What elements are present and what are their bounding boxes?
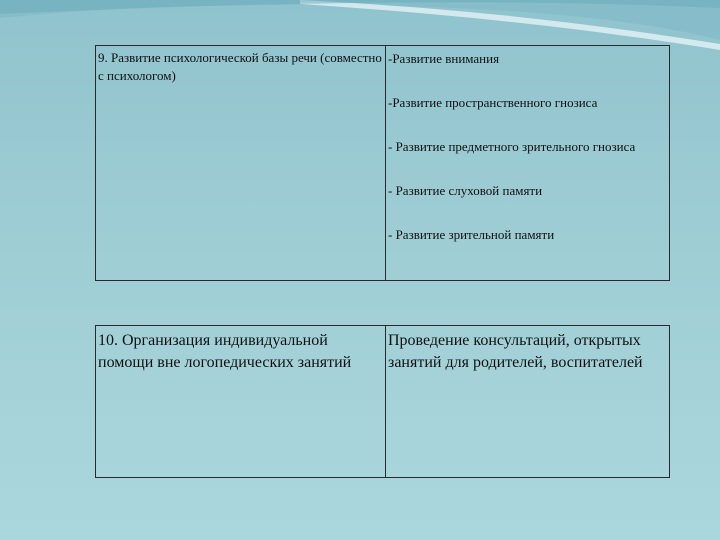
list-item: -Развитие пространственного гнозиса (388, 95, 598, 110)
cell-text: 10. Организация индивидуальной помощи вне логопедических занятий (98, 332, 352, 371)
table-individual-help (95, 325, 670, 478)
list-item: - Развитие зрительной памяти (388, 227, 555, 242)
table-row (96, 46, 670, 281)
table-psychological-base (95, 45, 670, 281)
cell-text: 9. Развитие психологической базы речи (совместно с психологом) (98, 50, 382, 83)
cell-text: Проведение консультаций, открытых занятий для родителей, воспитателей (388, 332, 643, 371)
item-list (386, 50, 669, 244)
table-cell-left (96, 326, 386, 478)
table-cell-left (96, 46, 386, 281)
list-item: - Развитие слуховой памяти (388, 183, 543, 198)
list-item: - Развитие предметного зрительного гнозиса (388, 139, 636, 154)
table-cell-right (386, 46, 670, 281)
table-cell-right (386, 326, 670, 478)
table-row (96, 326, 670, 478)
list-item: -Развитие внимания (388, 51, 500, 66)
